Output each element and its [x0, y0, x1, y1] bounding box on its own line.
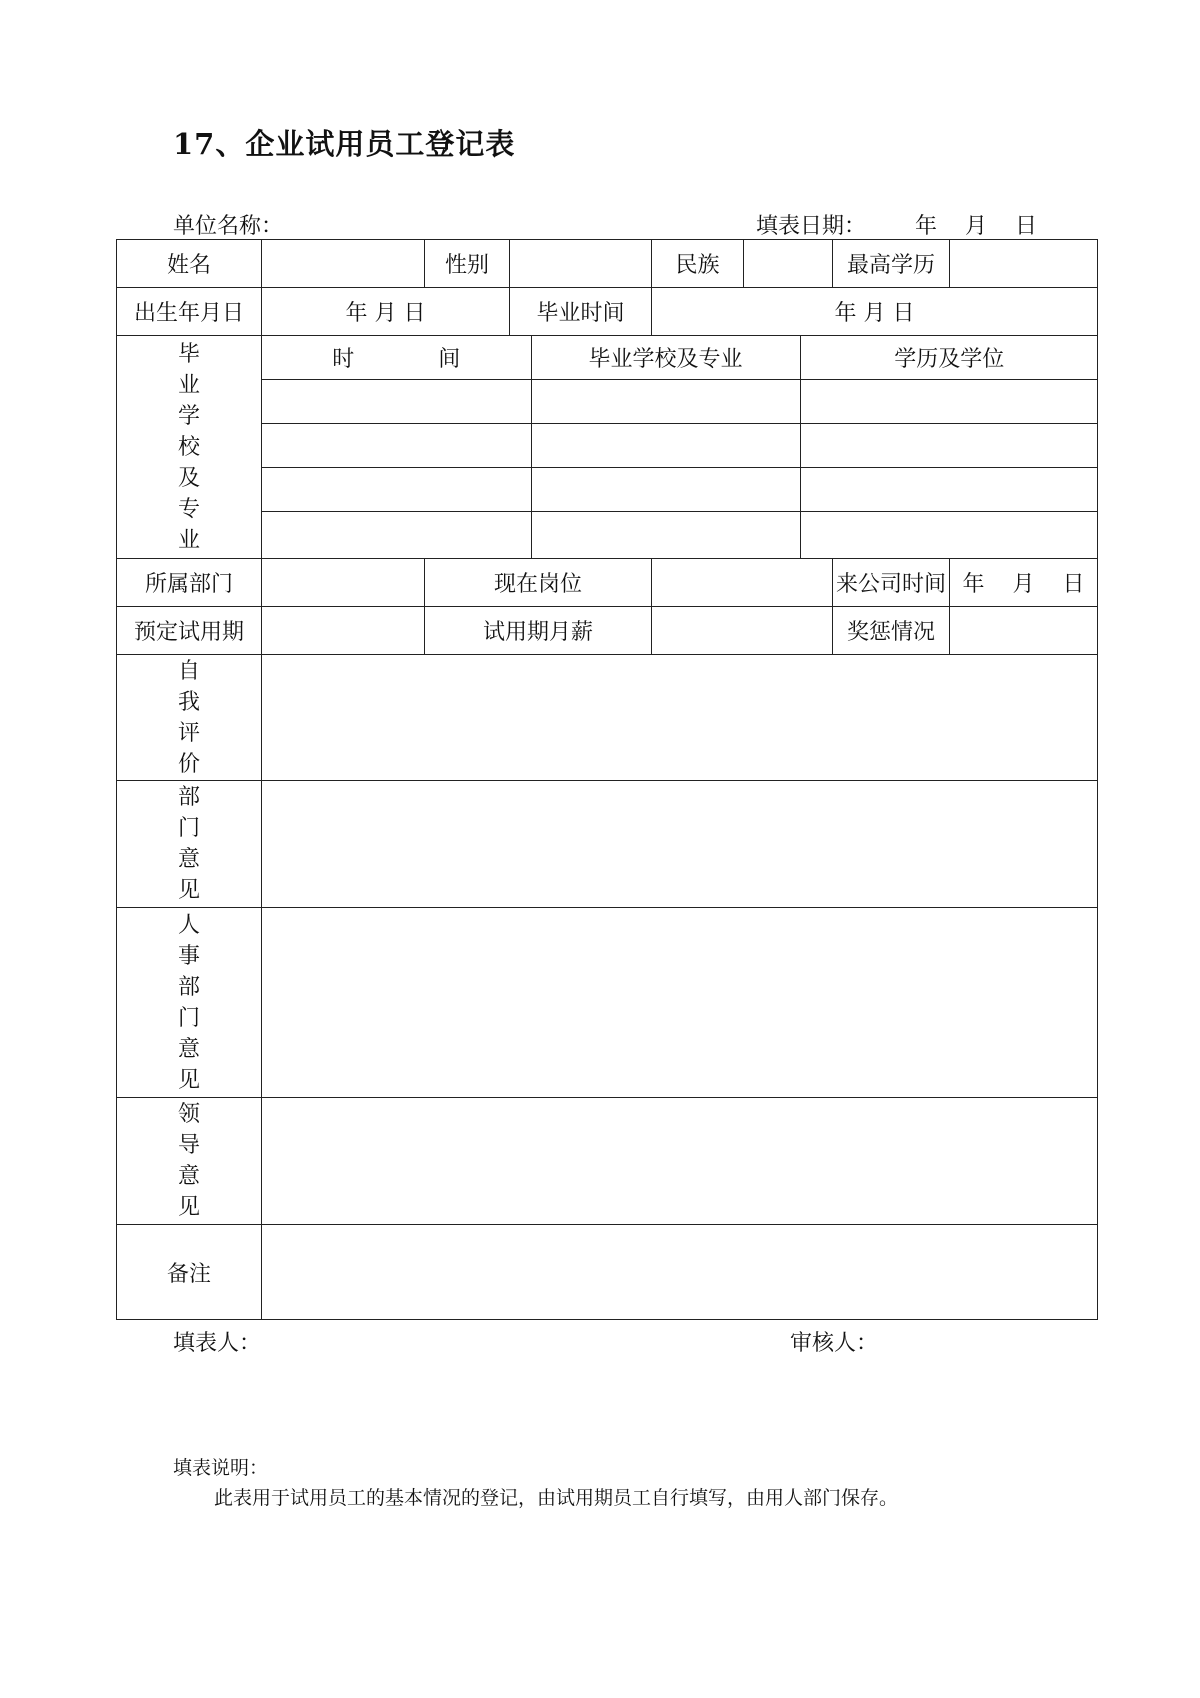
col-school-major: 毕业学校及专业 [531, 336, 800, 379]
education-history-row [262, 379, 1098, 423]
education-history-row [262, 467, 1098, 511]
time-field[interactable] [262, 467, 531, 511]
rewards-label: 奖惩情况 [833, 607, 950, 655]
time-field[interactable] [262, 511, 531, 558]
education-history-header [262, 336, 1098, 379]
notes-body: 此表用于试用员工的基本情况的登记，由试用期员工自行填写，由用人部门保存。 [214, 1487, 899, 1509]
department-opinion-label: 部 门 意 见 [117, 781, 262, 908]
join-time-value[interactable]: 年 月 日 [950, 559, 1098, 607]
degree-field[interactable] [800, 511, 1098, 558]
education-history-row [262, 423, 1098, 467]
form-title: 17、企业试用员工登记表 [173, 127, 516, 161]
probation-salary-label: 试用期月薪 [425, 607, 652, 655]
self-evaluation-label: 自 我 评 价 [117, 655, 262, 781]
leader-opinion-row [117, 1098, 1098, 1225]
degree-field[interactable] [800, 379, 1098, 423]
col-time: 时 间 [262, 336, 531, 379]
degree-field[interactable] [800, 467, 1098, 511]
hr-opinion-row [117, 908, 1098, 1098]
probation-salary-field[interactable] [652, 607, 833, 655]
gender-label: 性别 [425, 240, 510, 288]
education-section [117, 336, 1098, 559]
remarks-row [117, 1225, 1098, 1320]
hr-opinion-field[interactable] [262, 908, 1098, 1098]
birth-row [117, 288, 1098, 336]
gender-field[interactable] [510, 240, 652, 288]
education-history-row [262, 511, 1098, 558]
graduation-time-label: 毕业时间 [510, 288, 652, 336]
department-label: 所属部门 [117, 559, 262, 607]
join-time-label: 来公司时间 [833, 559, 950, 607]
unit-name-label: 单位名称： [173, 214, 284, 239]
ethnicity-label: 民族 [652, 240, 744, 287]
filler-label: 填表人： [173, 1331, 262, 1356]
notes-title: 填表说明： [173, 1457, 269, 1479]
highest-education-field[interactable] [950, 240, 1098, 288]
remarks-label: 备注 [117, 1225, 262, 1320]
name-field[interactable] [262, 240, 425, 288]
birth-date-value[interactable]: 年 月 日 [262, 288, 510, 336]
rewards-field[interactable] [950, 607, 1098, 655]
col-degree: 学历及学位 [800, 336, 1098, 379]
registration-table [116, 239, 1098, 1320]
graduation-time-value[interactable]: 年 月 日 [652, 288, 1098, 336]
probation-period-label: 预定试用期 [117, 607, 262, 655]
department-opinion-field[interactable] [262, 781, 1098, 908]
school-major-field[interactable] [531, 379, 800, 423]
name-label: 姓名 [117, 240, 262, 288]
leader-opinion-field[interactable] [262, 1098, 1098, 1225]
ethnicity-cell [652, 240, 833, 288]
education-history-table [262, 336, 1098, 558]
basic-info-row [117, 240, 1098, 288]
education-history-grid [262, 336, 1098, 559]
time-field[interactable] [262, 423, 531, 467]
birth-date-label: 出生年月日 [117, 288, 262, 336]
reviewer-label: 审核人： [790, 1331, 879, 1356]
department-field[interactable] [262, 559, 425, 607]
self-evaluation-field[interactable] [262, 655, 1098, 781]
fill-date-parts: 年 月 日 [915, 214, 1037, 239]
remarks-field[interactable] [262, 1225, 1098, 1320]
education-section-label: 毕 业 学 校 及 专 业 [117, 336, 262, 559]
time-field[interactable] [262, 379, 531, 423]
school-major-field[interactable] [531, 467, 800, 511]
school-major-field[interactable] [531, 423, 800, 467]
department-opinion-row [117, 781, 1098, 908]
probation-row [117, 607, 1098, 655]
current-position-label: 现在岗位 [425, 559, 652, 607]
degree-field[interactable] [800, 423, 1098, 467]
leader-opinion-label: 领 导 意 见 [117, 1098, 262, 1225]
probation-period-field[interactable] [262, 607, 425, 655]
self-evaluation-row [117, 655, 1098, 781]
highest-education-label: 最高学历 [833, 240, 950, 288]
department-row [117, 559, 1098, 607]
hr-opinion-label: 人 事 部 门 意 见 [117, 908, 262, 1098]
fill-date-label: 填表日期： [756, 214, 867, 239]
school-major-field[interactable] [531, 511, 800, 558]
current-position-field[interactable] [652, 559, 833, 607]
